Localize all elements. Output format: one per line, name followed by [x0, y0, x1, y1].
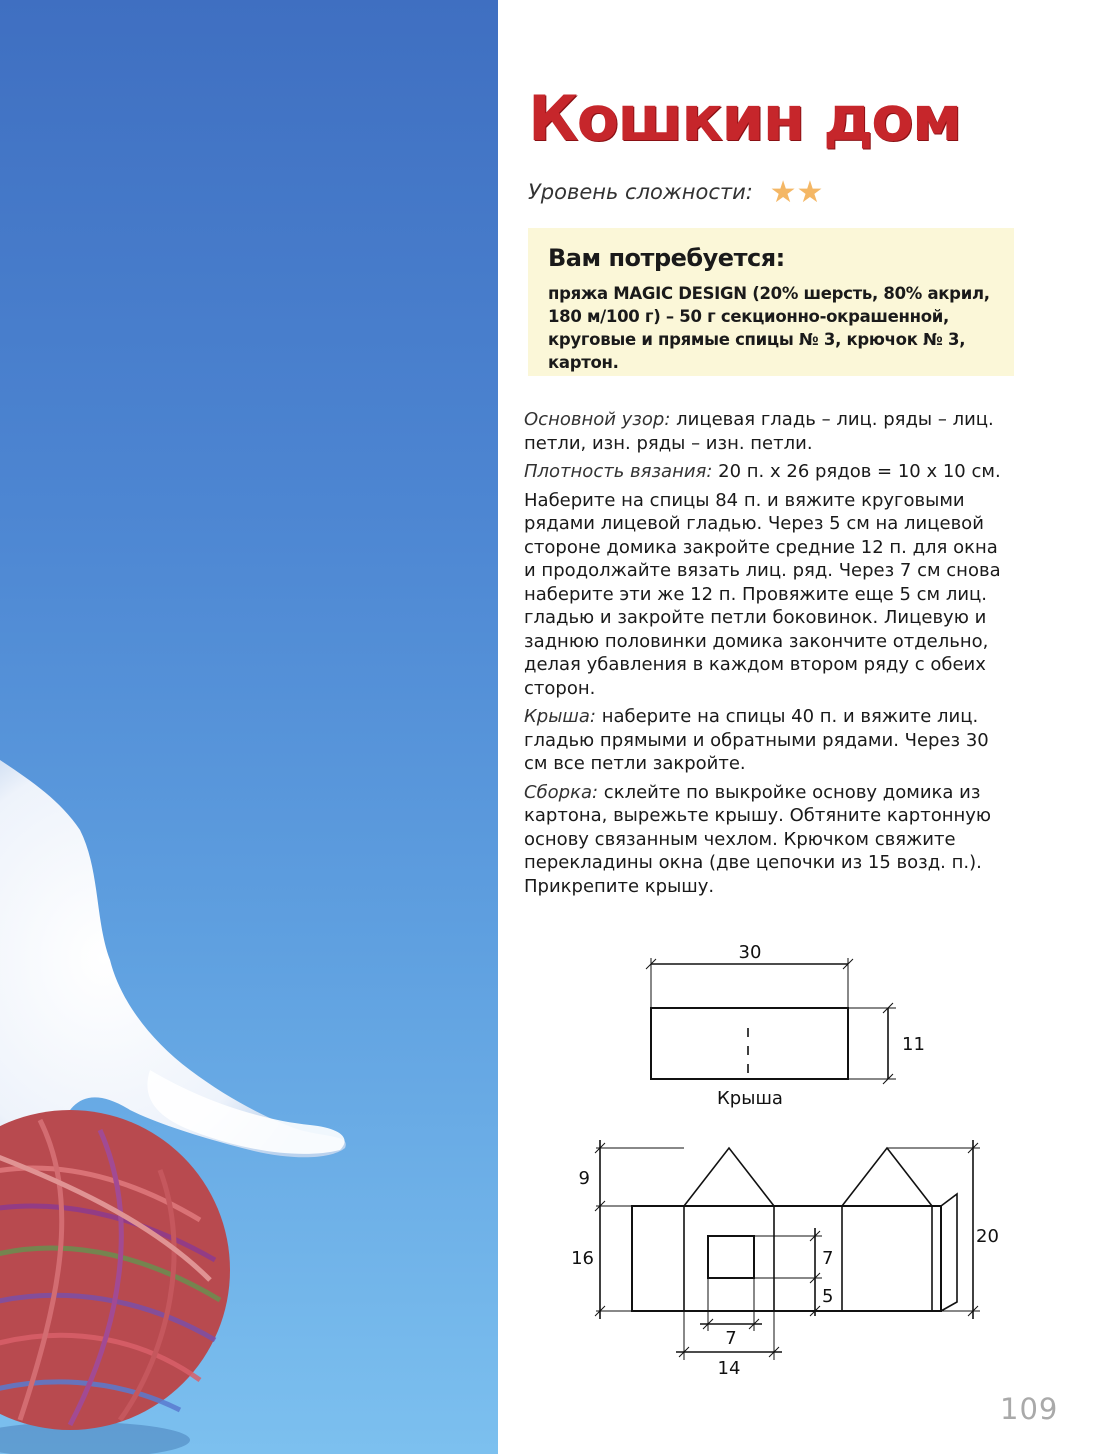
difficulty-label: Уровень сложности:	[528, 180, 753, 204]
star-icon: ★	[796, 175, 824, 210]
instruction-text: склейте по выкройке основу домика из картона, вырежьте крышу. Обтяните картонную основу связанным чехлом. Крючком свяжите перекладины окна (две цепочки из 15 возд. п.). Прикрепите крышу.	[524, 781, 992, 897]
roof-height-label: 11	[902, 1034, 925, 1055]
instruction-label: Основной узор:	[524, 409, 671, 430]
instruction-paragraph	[524, 705, 1010, 776]
page-number: 109	[1000, 1392, 1059, 1426]
window-width-label: 7	[725, 1328, 737, 1349]
title-bold: дом	[823, 82, 961, 155]
instruction-text: 20 п. x 26 рядов = 10 x 10 см.	[712, 461, 1001, 482]
house-wall-height-label: 16	[571, 1248, 594, 1269]
roof-caption: Крыша	[717, 1088, 783, 1109]
instruction-paragraph	[524, 408, 1010, 455]
materials-box	[528, 228, 1014, 376]
instruction-label: Крыша:	[524, 706, 596, 727]
house-roof-height-label: 9	[578, 1168, 590, 1189]
window-offset-label: 5	[822, 1286, 834, 1307]
instruction-text: Наберите на спицы 84 п. и вяжите круговыми рядами лицевой гладью. Через 5 см на лицевой стороне домика закройте средние 12 п. для окна и продолжайте вязать лиц. ряд. Через 7 см снова наберите эти же 12 п. Провяжите еще 5 см лиц. гладью и закройте петли боковинок. Лицевую и заднюю половинки домика закончите отдельно, делая убавления в каждом втором ряду с обеих сторон.	[524, 489, 1001, 699]
difficulty-stars	[769, 175, 824, 210]
instruction-label: Сборка:	[524, 781, 599, 803]
cat-with-yarn-photo	[0, 0, 498, 1454]
instruction-text: наберите на спицы 40 п. и вяжите лиц. гладью прямыми и обратными рядами. Через 30 см все петли закройте.	[524, 706, 989, 774]
instructions	[524, 408, 1010, 903]
title-regular: Кошкин	[528, 82, 804, 155]
pattern-diagram	[560, 936, 1000, 1390]
wall-width-label: 14	[717, 1358, 741, 1379]
materials-text: пряжа MAGIC DESIGN (20% шерсть, 80% акрил, 180 м/100 г) – 50 г секционно-окрашенной, круговые и прямые спицы № 3, крючок № 3, картон.	[548, 284, 990, 372]
instruction-label: Плотность вязания:	[524, 461, 713, 482]
difficulty-row	[528, 175, 824, 210]
roof-width-label: 30	[738, 942, 762, 963]
instruction-paragraph	[524, 489, 1010, 701]
house-piece	[595, 1140, 980, 1360]
window-height-label: 7	[822, 1248, 834, 1269]
star-icon: ★	[769, 175, 797, 210]
instruction-paragraph	[524, 460, 1010, 484]
photo-illustration	[0, 0, 498, 1454]
house-total-height-label: 20	[976, 1226, 999, 1247]
pattern-diagram-svg	[560, 936, 1000, 1386]
instruction-paragraph	[524, 781, 1010, 899]
instruction-text: лицевая гладь – лиц. ряды – лиц. петли, изн. ряды – изн. петли.	[524, 409, 994, 454]
roof-piece	[646, 958, 896, 1084]
page-title	[528, 82, 961, 155]
materials-heading: Вам потребуется:	[548, 244, 785, 272]
